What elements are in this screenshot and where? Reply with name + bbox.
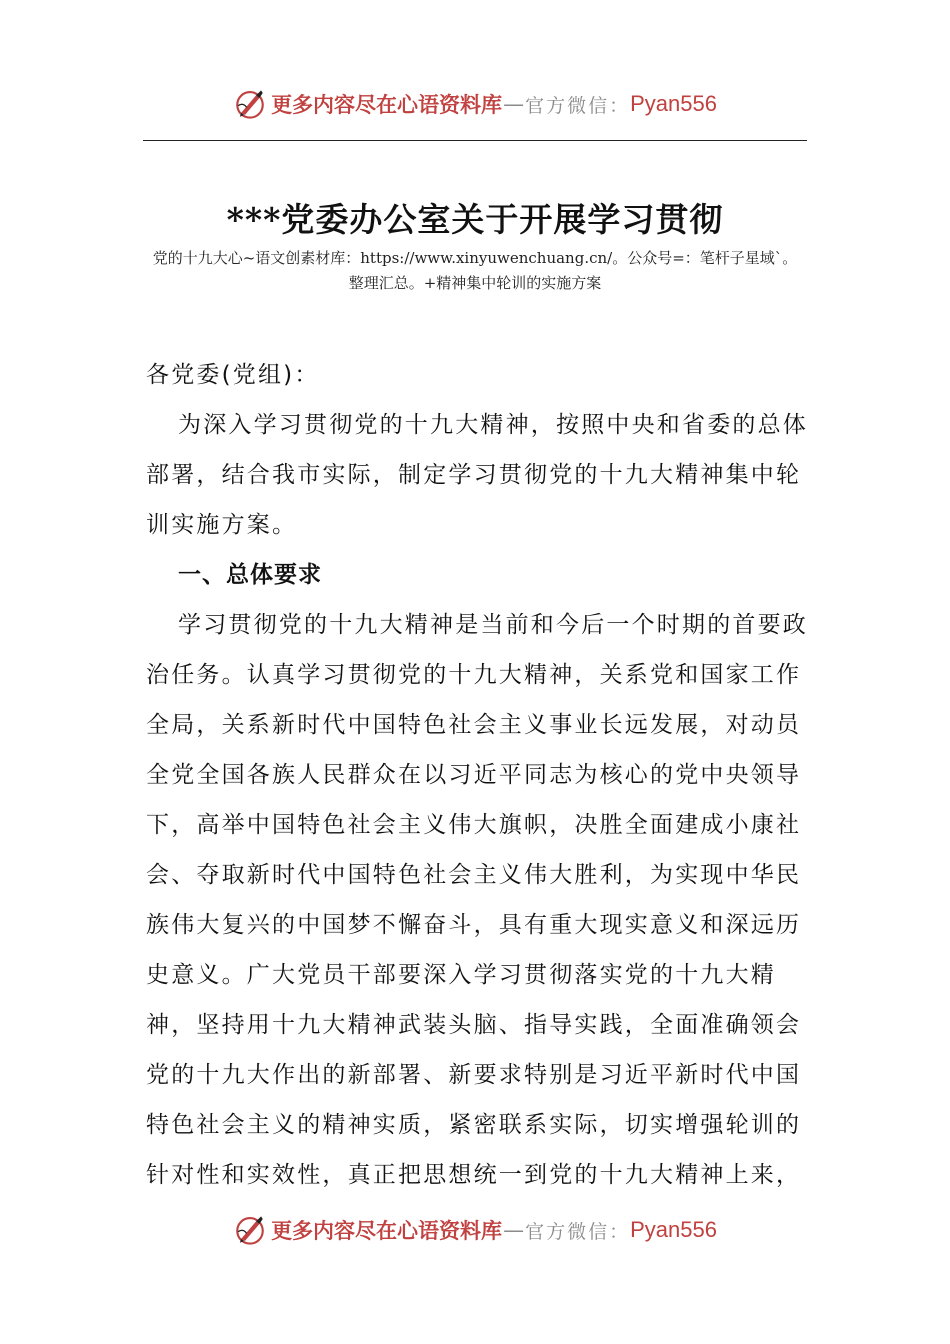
quill-pen-logo-icon: [233, 1213, 267, 1247]
intro-paragraph: 为深入学习贯彻党的十九大精神，按照中央和省委的总体部署，结合我市实际，制定学习贯彻党的十九大精神集中轮训实施方案。: [146, 412, 808, 538]
document-subtitle-line1: 党的十九大心~语文创素材库：https://www.xinyuwenchuang.cn/。公众号=：笔杆子星域`。: [152, 249, 798, 267]
footer-banner: [0, 1210, 950, 1250]
footer-banner-wechat-id: Pyan556: [630, 1217, 717, 1242]
footer-banner-wechat-label: 官方微信：: [525, 1220, 631, 1243]
banner-wechat-id: Pyan556: [630, 91, 717, 116]
footer-banner-dash: —: [503, 1218, 525, 1242]
document-body: [146, 350, 808, 1200]
document-subtitle-line2: 整理汇总。+精神集中轮训的实施方案: [348, 274, 602, 292]
footer-banner-slogan: 更多内容尽在心语资料库: [271, 1218, 503, 1243]
banner-wechat-label: 官方微信：: [525, 94, 631, 117]
header-banner: [0, 84, 950, 124]
header-divider: [143, 140, 807, 141]
banner-dash: —: [503, 92, 525, 116]
section-paragraph: 学习贯彻党的十九大精神是当前和今后一个时期的首要政治任务。认真学习贯彻党的十九大精神，关系党和国家工作全局，关系新时代中国特色社会主义事业长远发展，对动员全党全国各族人民群众在以习近平同志为核心的党中央领导下，高举中国特色社会主义伟大旗帜，决胜全面建成小康社会、夺取新时代中国特色社会主义伟大胜利，为实现中华民族伟大复兴的中国梦不懈奋斗，具有重大现实意义和深远历史意义。广大党员干部要深入学习贯彻落实党的十九大精神，坚持用十九大精神武装头脑、指导实践，全面准确领会党的十九大作出的新部署、新要求特别是习近平新时代中国特色社会主义的精神实质，紧密联系实际，切实增强轮训的针对性和实效性，真正把思想统一到党的十九大精神上来，: [146, 612, 808, 1188]
banner-slogan: 更多内容尽在心语资料库: [271, 92, 503, 117]
document-title: ***党委办公室关于开展学习贯彻: [226, 200, 724, 239]
salutation: 各党委(党组)：: [146, 362, 320, 388]
quill-pen-logo-icon: [233, 87, 267, 121]
section-heading: 一、总体要求: [178, 562, 322, 588]
